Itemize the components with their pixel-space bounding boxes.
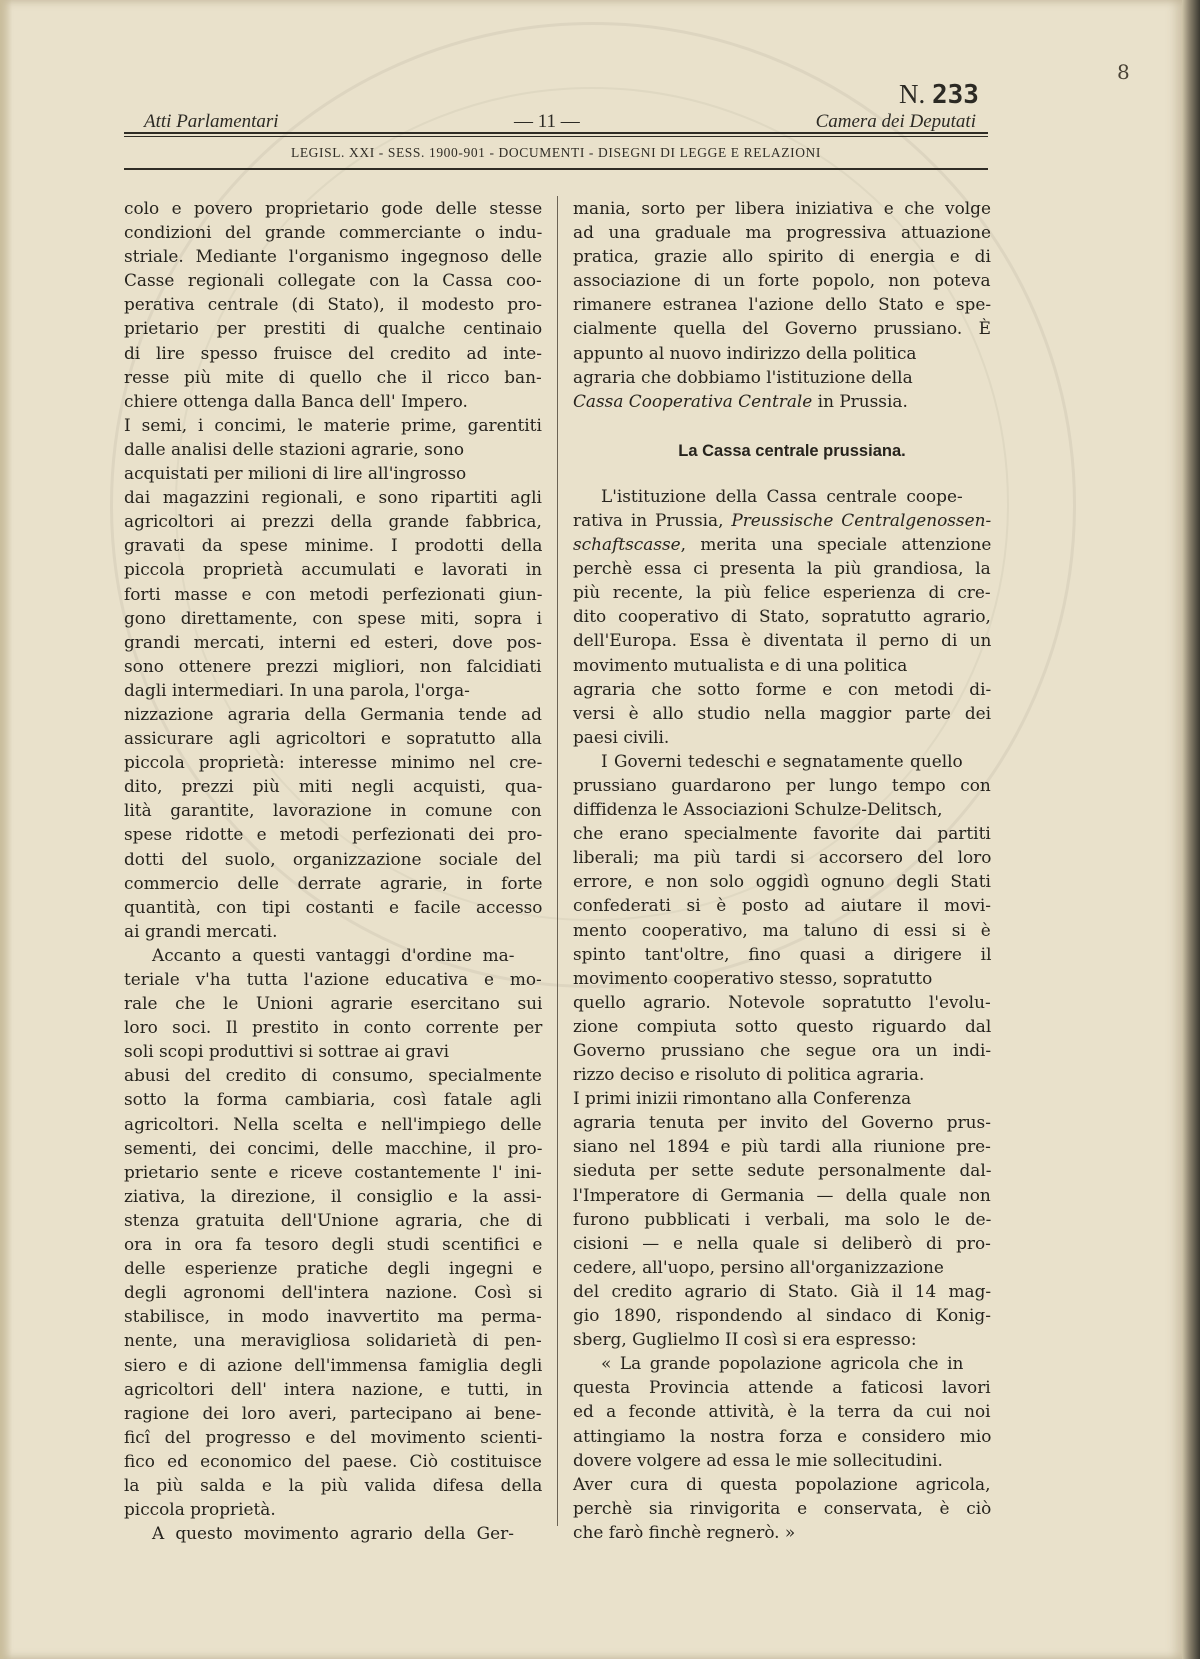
text-line: perchè essa ci presenta la più grandiosa, la (573, 558, 991, 579)
text-line: questa Provincia attende a faticosi lavori (573, 1377, 991, 1398)
text-line: colo e povero proprietario gode delle stesse (124, 198, 543, 218)
text-line: rale che le Unioni agrarie esercitano sui (124, 993, 543, 1014)
text-line: che farò finchè regnerò. » (573, 1521, 796, 1542)
text-line: siero e di azione dell'immensa famiglia degli (124, 1354, 543, 1375)
text-line: ziativa, la direzione, il consiglio e la assi- (124, 1185, 542, 1206)
text-line: A questo movimento agrario della Ger- (152, 1523, 514, 1544)
text-line: piccola proprietà: interesse minimo nel cre- (124, 752, 543, 773)
left-column (124, 196, 542, 1545)
text-line: Casse regionali collegate con la Cassa coo- (124, 270, 542, 291)
text-line: ai grandi mercati. (124, 920, 278, 941)
text-line: confederati si è posto ad aiutare il movi- (573, 895, 991, 916)
text-line: mento cooperativo, ma taluno di essi si è (573, 919, 991, 940)
text-line: ficî del progresso e del movimento scienti- (124, 1426, 543, 1447)
text-line: soli scopi produttivi si sottrae ai gravi (124, 1041, 450, 1062)
text-line: perchè sia rinvigorita e conservata, è ciò (573, 1497, 992, 1518)
text-line: chiere ottenga dalla Banca dell' Impero. (124, 390, 468, 411)
text-line: I primi inizii rimontano alla Conferenza (573, 1088, 912, 1109)
text-line: schaftscasse, merita una speciale attenzione (573, 534, 992, 555)
right-column (573, 196, 991, 1544)
text-line: agricoltori dell' intera nazione, e tutti, in (124, 1378, 543, 1399)
text-line: più recente, la più felice esperienza di cre- (573, 582, 991, 603)
text-line: condizioni del grande commerciante o indu- (124, 222, 543, 243)
right-column-body (573, 484, 991, 1544)
folio-number: 8 (1117, 60, 1130, 84)
legislature-line: LEGISL. XXI - SESS. 1900-901 - DOCUMENTI - DISEGNI DI LEGGE E RELAZIONI (290, 145, 822, 160)
text-line: gravati da spese minime. I prodotti della (124, 535, 543, 556)
text-line: paesi civili. (573, 726, 670, 747)
text-line: zione compiuta sotto questo riguardo dal (573, 1015, 992, 1036)
text-line: appunto al nuovo indirizzo della politica (573, 342, 917, 363)
italic-term: Preussische Centralgenossen- (731, 509, 992, 530)
header-rule-thick (124, 132, 988, 134)
text-line: mania, sorto per libera iniziativa e che volge (573, 198, 991, 218)
text-line: nente, una meravigliosa solidarietà di pen- (124, 1330, 542, 1351)
text-line: dovere volgere ad essa le mie sollecitudini. (573, 1449, 943, 1470)
text-line: resse più mite di quello che il ricco ban- (124, 366, 542, 387)
text-line: sberg, Guglielmo II così si era espresso: (573, 1329, 917, 1350)
text-line: L'istituzione della Cassa centrale coope- (601, 485, 963, 506)
text-line: dai magazzini regionali, e sono ripartiti agli (124, 487, 542, 508)
text-line: striale. Mediante l'organismo ingegnoso delle (124, 246, 543, 267)
text-line: agricoltori ai prezzi della grande fabbrica, (124, 511, 542, 532)
text-line: dagli intermediari. In una parola, l'orga- (124, 679, 470, 700)
text-line: acquistati per milioni di lire all'ingrosso (124, 463, 467, 484)
text-line: cialmente quella del Governo prussiano. È (573, 318, 991, 339)
right-column-intro (573, 196, 991, 413)
text-line: « La grande popolazione agricola che in (601, 1353, 964, 1374)
text-line: perativa centrale (di Stato), il modesto pro- (124, 294, 542, 315)
text-line: versi è allo studio nella maggior parte dei (573, 702, 992, 723)
text-line: dell'Europa. Essa è diventata il perno di un (573, 630, 992, 651)
text-line: cisioni — e nella quale si deliberò di pro- (573, 1232, 991, 1253)
text-line: prussiano guardarono per lungo tempo con (573, 774, 991, 795)
header-right: Camera dei Deputati (815, 111, 976, 132)
text-line: dalle analisi delle stazioni agrarie, sono (124, 438, 465, 459)
text-line: prietario per prestiti di qualche centinaio (124, 318, 543, 339)
text-line: piccola proprietà accumulati e lavorati in (124, 559, 543, 580)
text-line: delle esperienze pratiche degli ingegni e (124, 1258, 543, 1279)
text-line: movimento mutualista e di una politica (573, 654, 908, 675)
page-binding-edge (1182, 0, 1200, 1659)
text-line: sementi, dei concimi, delle macchine, il pro- (124, 1137, 543, 1158)
section-heading: La Cassa centrale prussiana. (678, 441, 906, 460)
text-line: Cassa Cooperativa Centrale in Prussia. (573, 390, 908, 411)
text-line: ad una graduale ma progressiva attuazione (573, 222, 991, 243)
text-line: di lire spesso fruisce del credito ad inte- (124, 342, 542, 363)
text-line: spinto tant'oltre, fino quasi a dirigere il (573, 943, 992, 964)
text-line: grandi mercati, interni ed esteri, dove pos- (124, 631, 542, 652)
header-left: Atti Parlamentari (144, 111, 279, 132)
text-line: ragione dei loro averi, partecipano ai bene- (124, 1402, 542, 1423)
column-divider (557, 196, 558, 1526)
text-line: fico ed economico del paese. Ciò costituisce (124, 1450, 542, 1471)
italic-term: Cassa Cooperativa Centrale (573, 390, 813, 411)
text-line: sono ottenere prezzi migliori, non falcidiati (124, 655, 542, 676)
text-line: cedere, all'uopo, persino all'organizzazione (573, 1256, 944, 1277)
text-line: piccola proprietà. (124, 1499, 276, 1520)
text-line: forti masse e con metodi perfezionati giun- (124, 583, 543, 604)
text-line: l'Imperatore di Germania — della quale non (573, 1184, 991, 1205)
text-line: I Governi tedeschi e segnatamente quello (601, 750, 963, 771)
text-line: agraria tenuta per invito del Governo prus- (573, 1112, 991, 1133)
text-line: quello agrario. Notevole sopratutto l'evolu- (573, 991, 991, 1012)
text-line: agraria che dobbiamo l'istituzione della (573, 366, 913, 387)
text-line: movimento cooperativo stesso, sopratutto (573, 967, 933, 988)
text-line: lità garantite, lavorazione in comune con (124, 800, 542, 821)
text-line: che erano specialmente favorite dai partiti (573, 823, 991, 844)
text-line: stabilisce, in modo inavvertito ma perma- (124, 1306, 542, 1327)
text-line: agricoltori. Nella scelta e nell'impiego delle (124, 1113, 542, 1134)
text-line: gono direttamente, con spese miti, sopra i (124, 607, 543, 628)
text-line: stenza gratuita dell'Unione agraria, che di (124, 1209, 543, 1230)
legislature-rule (124, 168, 988, 170)
text-line: gio 1890, rispondendo al sindaco di Konig- (573, 1305, 991, 1326)
text-line: rativa in Prussia, Preussische Centralgenossen- (573, 509, 992, 530)
text-line: spese ridotte e metodi perfezionati dei pro- (124, 824, 543, 845)
text-line: errore, e non solo oggidì ognuno degli Stati (573, 871, 991, 892)
text-line: Aver cura di questa popolazione agricola, (573, 1473, 991, 1494)
text-line: pratica, grazie allo spirito di energia e di (573, 246, 991, 267)
text-line: nizzazione agraria della Germania tende ad (124, 703, 542, 724)
text-line: liberali; ma più tardi si accorsero del loro (573, 847, 992, 868)
page-edge-stain (0, 0, 12, 1659)
text-line: furono pubblicati i verbali, ma solo le de- (573, 1208, 992, 1229)
text-line: abusi del credito di consumo, specialmente (124, 1065, 542, 1086)
text-line: siano nel 1894 e più tardi alla riunione pre- (573, 1136, 991, 1157)
text-line: Governo prussiano che segue ora un indi- (573, 1040, 992, 1060)
text-line: agraria che sotto forme e con metodi di- (573, 678, 992, 699)
text-line: rizzo deciso e risoluto di politica agraria. (573, 1064, 925, 1085)
text-line: loro soci. Il prestito in conto corrente per (124, 1017, 543, 1038)
text-line: commercio delle derrate agrarie, in forte (124, 872, 543, 893)
text-line: la più salda e la più valida difesa della (124, 1474, 543, 1495)
document-number-prefix: N. (899, 79, 926, 109)
text-line: assicurare agli agricoltori e sopratutto alla (124, 728, 542, 749)
document-number-value: 233 (932, 80, 979, 110)
text-line: attingiamo la nostra forza e considero mio (573, 1425, 992, 1446)
text-line: quantità, con tipi costanti e facile accesso (124, 896, 543, 917)
text-line: del credito agrario di Stato. Già il 14 mag- (573, 1280, 992, 1301)
text-line: prietario sente e riceve costantemente l' ini- (124, 1161, 542, 1182)
text-line: associazione di un forte popolo, non poteva (573, 270, 991, 291)
text-line: I semi, i concimi, le materie prime, garentiti (124, 414, 542, 435)
document-number (899, 79, 979, 110)
text-line: dito cooperativo di Stato, sopratutto agrario, (573, 606, 991, 627)
text-line: dotti del suolo, organizzazione sociale del (124, 848, 542, 869)
italic-term: schaftscasse (573, 534, 681, 555)
text-line: degli agronomi dell'intera nazione. Così si (124, 1282, 543, 1303)
text-line: sieduta per sette sedute personalmente dal- (573, 1160, 992, 1181)
text-line: dito, prezzi più miti negli acquisti, qua- (124, 776, 543, 797)
text-line: teriale v'ha tutta l'azione educativa e mo- (124, 969, 542, 989)
page-number: — 11 — (514, 111, 580, 132)
text-line: sotto la forma cambiaria, così fatale agli (124, 1089, 542, 1110)
header-rule-thin (124, 136, 988, 137)
text-line: ed a feconde attività, è la terra da cui noi (573, 1401, 991, 1422)
text-line: ora in ora fa tesoro degli studi scentifici e (124, 1234, 543, 1255)
text-line: Accanto a questi vantaggi d'ordine ma- (152, 944, 515, 965)
text-line: rimanere estranea l'azione dello Stato e spe- (573, 294, 992, 315)
text-line: diffidenza le Associazioni Schulze-Delitsch, (573, 799, 943, 820)
